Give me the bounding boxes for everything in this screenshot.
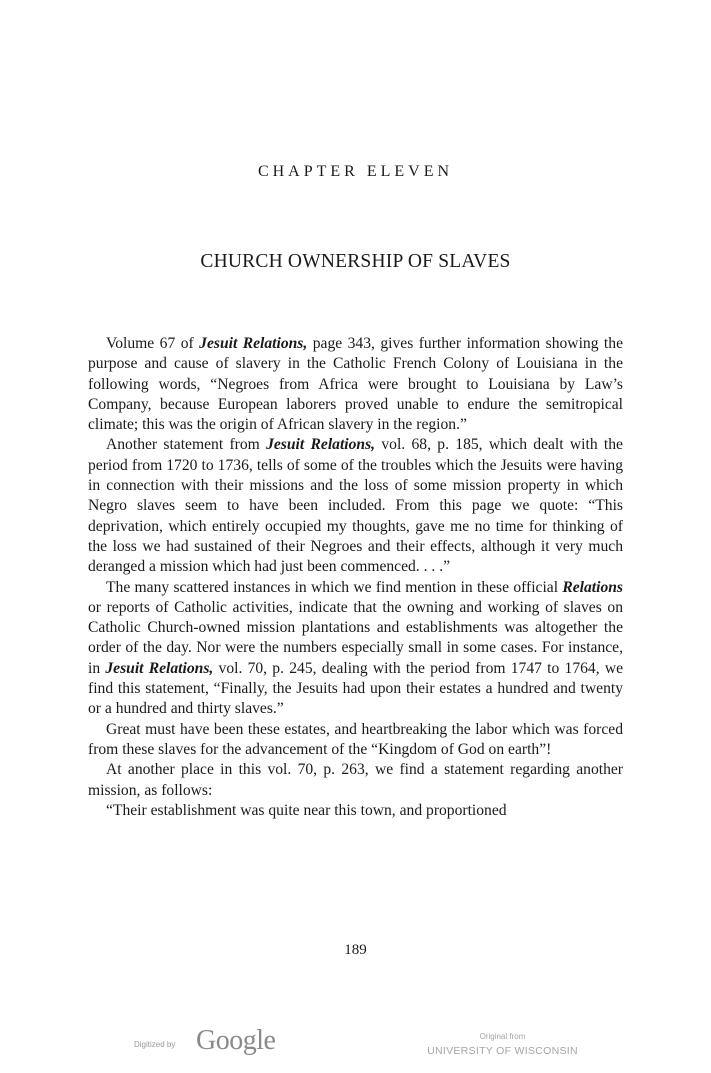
paragraph-text: page 343, gives further information showing the purpose and cause of slavery in the Catholic French Colony of Louisiana in the following words, “Negroes from Africa were brought to Louisiana by Law’s Company, because European laborers proved unable to endure the semitropical climate; this was the origin of African slavery in the region.” — [88, 335, 623, 434]
paragraph — [88, 334, 623, 435]
paragraph-text: Volume 67 of — [106, 335, 200, 352]
body-text — [88, 334, 623, 821]
italic-title: Jesuit Relations, — [105, 659, 214, 677]
paragraph — [88, 578, 623, 720]
chapter-label: CHAPTER ELEVEN — [257, 163, 454, 180]
scan-footer — [0, 1025, 711, 1068]
paragraph-text: vol. 68, p. 185, which dealt with the period from 1720 to 1736, tells of some of the troubles which the Jesuits were having in connection with their missions and the loss of some mission property in which Negro slaves seem to have been included. From this page we quote: “This deprivation, which entirely occupied my thoughts, gave me no time for thinking of the loss we had sustained of their Negroes and their effects, although it very much deranged a mission which had just been commenced. . . .” — [88, 436, 623, 576]
paragraph-text: vol. 70, p. 245, dealing with the period from 1747 to 1764, we find this statement, “Finally, the Jesuits had upon their estates a hundred and twenty or a hundred and thirty slaves.” — [88, 659, 624, 718]
paragraph-text: At another place in this vol. 70, p. 263, we find a statement regarding another mission, as follows: — [88, 761, 623, 799]
page-number: 189 — [344, 942, 367, 958]
paragraph — [88, 801, 623, 821]
paragraph-text: The many scattered instances in which we find mention in these official — [106, 578, 563, 596]
paragraph-text: Another statement from — [106, 436, 267, 454]
original-from-label: Original from — [479, 1032, 526, 1041]
italic-title: Jesuit Relations, — [266, 436, 376, 454]
google-logo: Google — [196, 1025, 276, 1056]
paragraph-text: or reports of Catholic activities, indicate that the owning and working of slaves on Catholic Church-owned mission plantations and establishments was altogether the order of the day. Nor were the numbers especially small in some cases. For instance, in — [88, 598, 623, 677]
paragraph-text: Great must have been these estates, and heartbreaking the labor which was forced from these slaves for the advancement of the “Kingdom of God on earth”! — [88, 720, 623, 758]
italic-title: Relations — [562, 578, 623, 596]
paragraph — [88, 720, 623, 761]
digitized-by-label: Digitized by — [134, 1040, 176, 1049]
paragraph — [88, 435, 623, 577]
library-name: UNIVERSITY OF WISCONSIN — [427, 1045, 578, 1057]
paragraph-text: “Their establishment was quite near this town, and proportioned — [106, 801, 507, 819]
paragraph — [88, 760, 623, 801]
chapter-title: CHURCH OWNERSHIP OF SLAVES — [200, 251, 511, 272]
italic-title: Jesuit Relations, — [199, 335, 308, 352]
